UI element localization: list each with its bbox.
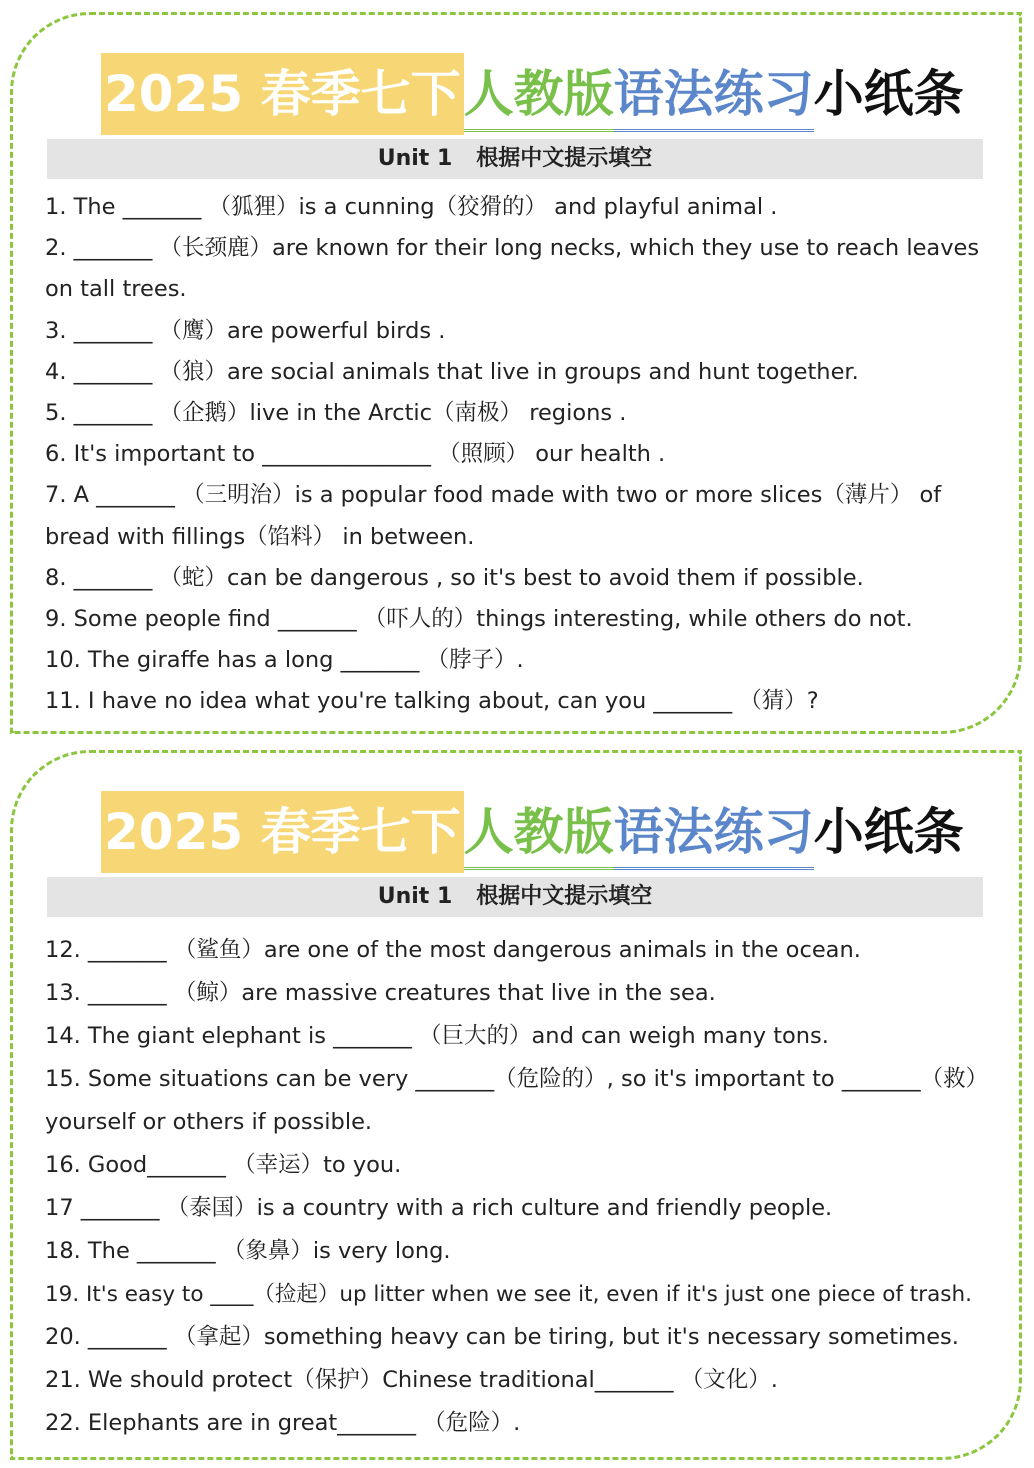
- exercise-line: 15. Some situations can be very _______（危险的）, so it's important to _______（救）: [45, 1066, 989, 1092]
- exercise-line: 13. _______ （鲸）are massive creatures that live in the sea.: [45, 980, 716, 1006]
- title-note: 小纸条: [813, 65, 964, 123]
- worksheet-title: [101, 53, 964, 135]
- title-year-semester: 2025 春季七下: [101, 791, 464, 873]
- exercise-line: 5. _______ （企鹅）live in the Arctic（南极） regions .: [45, 399, 627, 426]
- exercise-line: 14. The giant elephant is _______ （巨大的）and can weigh many tons.: [45, 1023, 829, 1049]
- exercise-line: 7. A _______ （三明治）is a popular food made with two or more slices（薄片） of: [45, 482, 942, 509]
- exercise-line: 20. _______ （拿起）something heavy can be tiring, but it's necessary sometimes.: [45, 1324, 959, 1350]
- exercise-line: yourself or others if possible.: [45, 1109, 373, 1135]
- exercise-line: 21. We should protect（保护）Chinese traditional_______ （文化）.: [45, 1367, 778, 1393]
- exercise-line: 8. _______ （蛇）can be dangerous , so it's best to avoid them if possible.: [45, 564, 864, 591]
- unit-header: [47, 139, 983, 179]
- exercise-line: on tall trees.: [45, 276, 187, 303]
- exercise-line: 17 _______ （泰国）is a country with a rich culture and friendly people.: [45, 1195, 833, 1221]
- exercise-line: bread with fillings（馅料） in between.: [45, 523, 475, 550]
- unit-name: Unit 1: [377, 146, 453, 171]
- exercise-line: 22. Elephants are in great_______ （危险）.: [45, 1410, 521, 1436]
- unit-instruction: 根据中文提示填空: [476, 884, 653, 909]
- title-year-semester: 2025 春季七下: [101, 53, 464, 135]
- exercise-line: 19. It's easy to ____（捡起）up litter when we see it, even if it's just one piece of trash.: [45, 1282, 972, 1307]
- exercise-line: 6. It's important to _______________ （照顾） our health .: [45, 441, 666, 468]
- title-edition: 人教版: [464, 797, 614, 870]
- worksheet-card-2: [10, 750, 1022, 1460]
- exercise-line: 1. The _______ （狐狸）is a cunning（狡猾的） and playful animal .: [45, 194, 778, 220]
- exercise-line: 9. Some people find _______ （吓人的）things interesting, while others do not.: [45, 605, 913, 632]
- exercise-line: 16. Good_______ （幸运）to you.: [45, 1152, 402, 1178]
- exercise-line: 3. _______ （鹰）are powerful birds .: [45, 317, 446, 344]
- title-grammar-practice: 语法练习: [614, 797, 814, 870]
- exercise-line: 4. _______ （狼）are social animals that live in groups and hunt together.: [45, 358, 859, 385]
- worksheet-card-1: [10, 12, 1022, 734]
- unit-instruction: 根据中文提示填空: [476, 146, 653, 171]
- exercise-line: 18. The _______ （象鼻）is very long.: [45, 1238, 451, 1264]
- title-note: 小纸条: [813, 803, 964, 861]
- exercise-line: 11. I have no idea what you're talking about, can you _______ （猜）?: [45, 688, 819, 715]
- exercise-list: [45, 929, 989, 1445]
- exercise-line: 12. _______ （鲨鱼）are one of the most dangerous animals in the ocean.: [45, 937, 861, 963]
- title-grammar-practice: 语法练习: [614, 59, 814, 132]
- exercise-line: 2. _______ （长颈鹿）are known for their long necks, which they use to reach leaves: [45, 235, 980, 262]
- unit-name: Unit 1: [377, 884, 453, 909]
- title-edition: 人教版: [464, 59, 614, 132]
- exercise-list: [45, 187, 989, 722]
- unit-header: [47, 877, 983, 917]
- exercise-line: 10. The giraffe has a long _______ （脖子）.: [45, 647, 524, 674]
- worksheet-title: [101, 791, 964, 873]
